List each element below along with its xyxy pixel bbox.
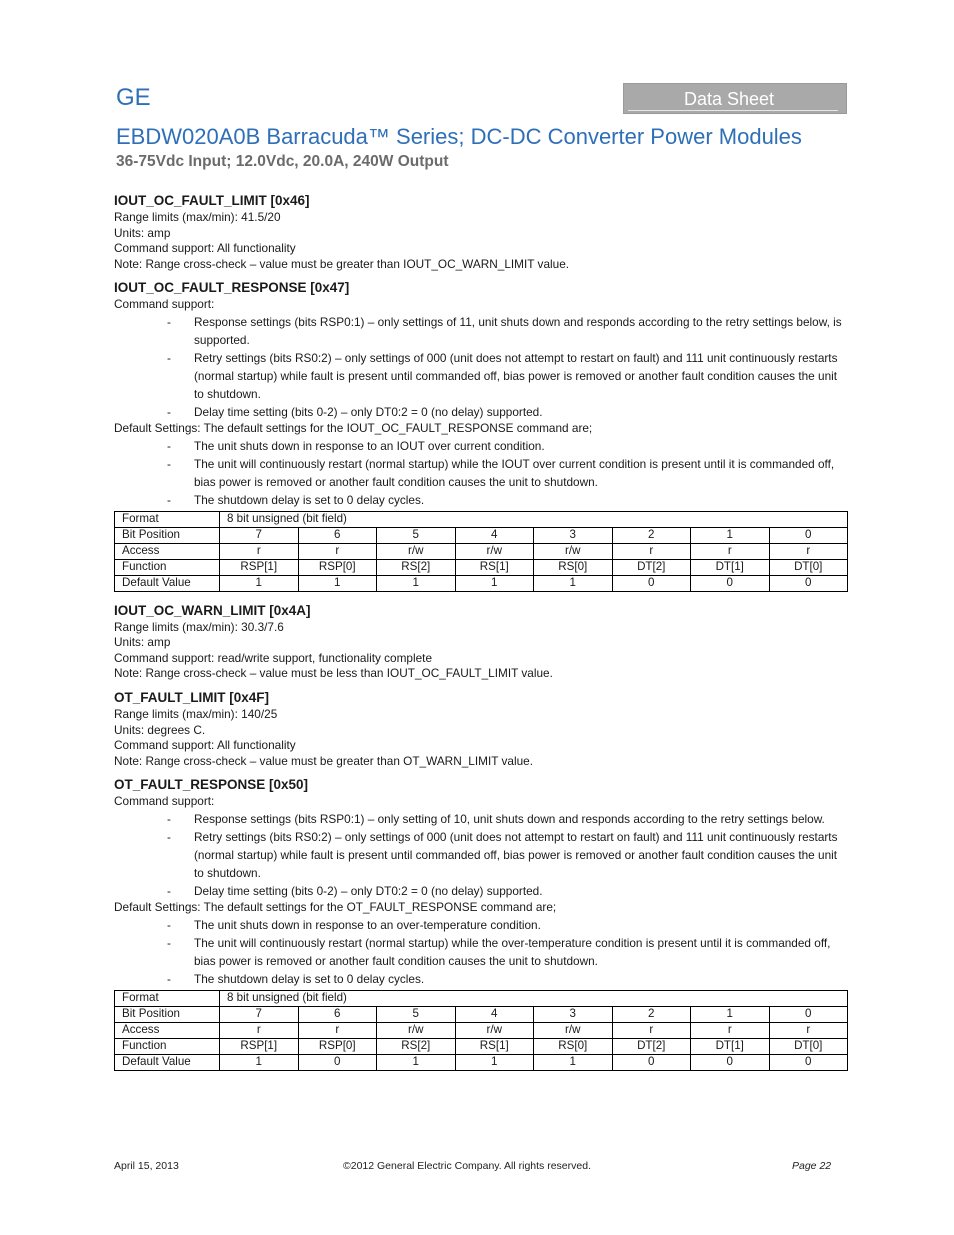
table-cell: 0	[769, 1054, 848, 1070]
table-cell: 7	[220, 527, 299, 543]
table-cell: r	[769, 543, 848, 559]
footer-copyright: ©2012 General Electric Company. All rights reserved.	[343, 1160, 591, 1172]
table-cell: r/w	[534, 543, 613, 559]
document-body	[114, 192, 848, 1071]
table-cell: Default Value	[115, 575, 220, 591]
table-cell: RS[0]	[534, 559, 613, 575]
table-cell: Format	[115, 990, 220, 1006]
list-item: - The shutdown delay is set to 0 delay cycles.	[167, 492, 425, 507]
table-row	[115, 527, 848, 543]
table-row	[115, 1054, 848, 1070]
note: Note: Range cross-check – value must be greater than OT_WARN_LIMIT value.	[114, 753, 533, 768]
list-item: - Retry settings (bits RS0:2) – only settings of 000 (unit does not attempt to restart on fault) and 111 unit continuously restarts (normal startup) while fault is present until commanded off, bias power is removed or another fault condition causes the unit to shutdown.	[167, 350, 838, 401]
section-ot-fault-response	[114, 776, 848, 1070]
table-cell: RSP[1]	[220, 1038, 299, 1054]
table-cell: 1	[220, 1054, 299, 1070]
table-cell: 0	[769, 575, 848, 591]
table-cell: 4	[455, 527, 534, 543]
command-support-intro: Command support:	[114, 297, 215, 312]
register-table	[114, 990, 848, 1071]
table-cell: DT[0]	[769, 559, 848, 575]
table-cell: 1	[298, 575, 377, 591]
table-row	[115, 511, 848, 527]
table-cell: Access	[115, 1022, 220, 1038]
footer-date: April 15, 2013	[114, 1160, 179, 1172]
table-row	[115, 1006, 848, 1022]
table-cell: r/w	[455, 1022, 534, 1038]
table-cell: 0	[298, 1054, 377, 1070]
default-settings-intro: Default Settings: The default settings for the IOUT_OC_FAULT_RESPONSE command are;	[114, 420, 593, 435]
range-limits: Range limits (max/min): 41.5/20	[114, 210, 281, 224]
table-cell: r	[612, 543, 691, 559]
table-cell: 1	[534, 575, 613, 591]
table-cell: 1	[691, 527, 770, 543]
table-cell: 8 bit unsigned (bit field)	[220, 990, 848, 1006]
section-heading: IOUT_OC_FAULT_LIMIT [0x46]	[114, 193, 310, 208]
table-cell: r	[220, 1022, 299, 1038]
section-heading: IOUT_OC_WARN_LIMIT [0x4A]	[114, 602, 311, 618]
note: Note: Range cross-check – value must be less than IOUT_OC_FAULT_LIMIT value.	[114, 666, 553, 681]
list-item: - Delay time setting (bits 0-2) – only DT0:2 = 0 (no delay) supported.	[167, 404, 543, 419]
table-cell: RS[2]	[377, 1038, 456, 1054]
table-cell: 0	[691, 575, 770, 591]
table-cell: 3	[534, 1006, 613, 1022]
list-item: - The shutdown delay is set to 0 delay cycles.	[167, 971, 425, 986]
ge-logo: GE	[116, 84, 151, 111]
table-cell: RS[0]	[534, 1038, 613, 1054]
command-support-list	[114, 810, 848, 900]
table-cell: 8 bit unsigned (bit field)	[220, 511, 848, 527]
table-cell: RS[1]	[455, 1038, 534, 1054]
page-title: EBDW020A0B Barracuda™ Series; DC-DC Converter Power Modules	[116, 124, 802, 149]
table-cell: r/w	[455, 543, 534, 559]
table-cell: Function	[115, 559, 220, 575]
register-table	[114, 511, 848, 592]
table-cell: 2	[612, 527, 691, 543]
table-cell: 0	[612, 575, 691, 591]
page-subtitle: 36-75Vdc Input; 12.0Vdc, 20.0A, 240W Output	[116, 153, 449, 170]
units: Units: degrees C.	[114, 722, 206, 737]
table-cell: 1	[691, 1006, 770, 1022]
table-cell: 1	[534, 1054, 613, 1070]
table-cell: r	[769, 1022, 848, 1038]
table-row	[115, 1022, 848, 1038]
table-cell: r	[298, 543, 377, 559]
table-row	[115, 575, 848, 591]
table-cell: 1	[220, 575, 299, 591]
table-cell: Bit Position	[115, 1006, 220, 1022]
table-cell: DT[2]	[612, 559, 691, 575]
table-cell: DT[2]	[612, 1038, 691, 1054]
section-iout-oc-fault-response	[114, 279, 848, 591]
table-cell: 0	[691, 1054, 770, 1070]
table-cell: Default Value	[115, 1054, 220, 1070]
table-cell: 6	[298, 527, 377, 543]
table-cell: 5	[377, 527, 456, 543]
command-support-intro: Command support:	[114, 794, 215, 809]
table-cell: RS[1]	[455, 559, 534, 575]
table-cell: r	[691, 1022, 770, 1038]
table-cell: 7	[220, 1006, 299, 1022]
table-cell: RSP[1]	[220, 559, 299, 575]
list-item: - The unit shuts down in response to an IOUT over current condition.	[167, 438, 545, 453]
table-cell: 3	[534, 527, 613, 543]
table-cell: RSP[0]	[298, 1038, 377, 1054]
data-sheet-badge	[623, 83, 847, 114]
table-cell: DT[1]	[691, 1038, 770, 1054]
badge-underline	[628, 110, 838, 111]
table-row	[115, 990, 848, 1006]
table-cell: 1	[377, 575, 456, 591]
command-support: Command support: All functionality	[114, 241, 296, 256]
section-iout-oc-warn-limit	[114, 602, 848, 682]
table-cell: 1	[377, 1054, 456, 1070]
table-cell: r	[298, 1022, 377, 1038]
default-settings-list	[114, 437, 848, 509]
table-cell: RS[2]	[377, 559, 456, 575]
command-support-list	[114, 313, 848, 421]
table-cell: 1	[455, 1054, 534, 1070]
list-item: - Delay time setting (bits 0-2) – only DT0:2 = 0 (no delay) supported.	[167, 883, 543, 898]
note: Note: Range cross-check – value must be greater than IOUT_OC_WARN_LIMIT value.	[114, 256, 570, 271]
list-item: - Response settings (bits RSP0:1) – only settings of 11, unit shuts down and responds according to the retry settings below, is supported.	[167, 314, 842, 347]
table-cell: r	[612, 1022, 691, 1038]
table-cell: 6	[298, 1006, 377, 1022]
table-cell: 4	[455, 1006, 534, 1022]
table-cell: 0	[769, 1006, 848, 1022]
command-support: Command support: All functionality	[114, 738, 296, 753]
default-settings-list	[114, 916, 848, 988]
table-cell: Access	[115, 543, 220, 559]
range-limits: Range limits (max/min): 30.3/7.6	[114, 619, 284, 634]
units: Units: amp	[114, 635, 171, 650]
list-item: - Retry settings (bits RS0:2) – only settings of 000 (unit does not attempt to restart on fault) and 111 unit continuously restarts (normal startup) while fault is present until commanded off, bias power is removed or another fault condition causes the unit to shutdown.	[167, 829, 838, 880]
table-cell: 0	[769, 527, 848, 543]
table-cell: Format	[115, 511, 220, 527]
list-item: - Response settings (bits RSP0:1) – only setting of 10, unit shuts down and responds according to the retry settings below.	[167, 811, 825, 826]
section-heading: OT_FAULT_LIMIT [0x4F]	[114, 689, 270, 705]
default-settings-intro: Default Settings: The default settings for the OT_FAULT_RESPONSE command are;	[114, 899, 557, 914]
table-cell: Bit Position	[115, 527, 220, 543]
section-heading: IOUT_OC_FAULT_RESPONSE [0x47]	[114, 280, 350, 296]
table-cell: r	[220, 543, 299, 559]
table-cell: r/w	[377, 1022, 456, 1038]
footer-page-number: Page 22	[792, 1160, 832, 1172]
data-sheet-label: Data Sheet	[684, 89, 775, 109]
table-cell: r	[691, 543, 770, 559]
table-cell: 1	[455, 575, 534, 591]
table-cell: Function	[115, 1038, 220, 1054]
range-limits: Range limits (max/min): 140/25	[114, 706, 278, 721]
table-row	[115, 1038, 848, 1054]
table-cell: 2	[612, 1006, 691, 1022]
section-iout-oc-fault-limit	[114, 192, 848, 272]
table-cell: DT[0]	[769, 1038, 848, 1054]
table-cell: DT[1]	[691, 559, 770, 575]
units: Units: amp	[114, 225, 171, 240]
table-cell: r/w	[377, 543, 456, 559]
table-cell: RSP[0]	[298, 559, 377, 575]
list-item: - The unit shuts down in response to an over-temperature condition.	[167, 917, 541, 932]
list-item: - The unit will continuously restart (normal startup) while the over-temperature condition is present until it is commanded off, bias power is removed or another fault condition causes the unit to shutdown.	[167, 935, 831, 968]
section-heading: OT_FAULT_RESPONSE [0x50]	[114, 777, 309, 793]
table-cell: 5	[377, 1006, 456, 1022]
table-cell: 0	[612, 1054, 691, 1070]
table-row	[115, 543, 848, 559]
list-item: - The unit will continuously restart (normal startup) while the IOUT over current condition is present until it is commanded off, bias power is removed or another fault condition causes the unit to shutdown.	[167, 456, 835, 489]
section-ot-fault-limit	[114, 689, 848, 769]
table-row	[115, 559, 848, 575]
command-support: Command support: read/write support, functionality complete	[114, 650, 433, 665]
table-cell: r/w	[534, 1022, 613, 1038]
